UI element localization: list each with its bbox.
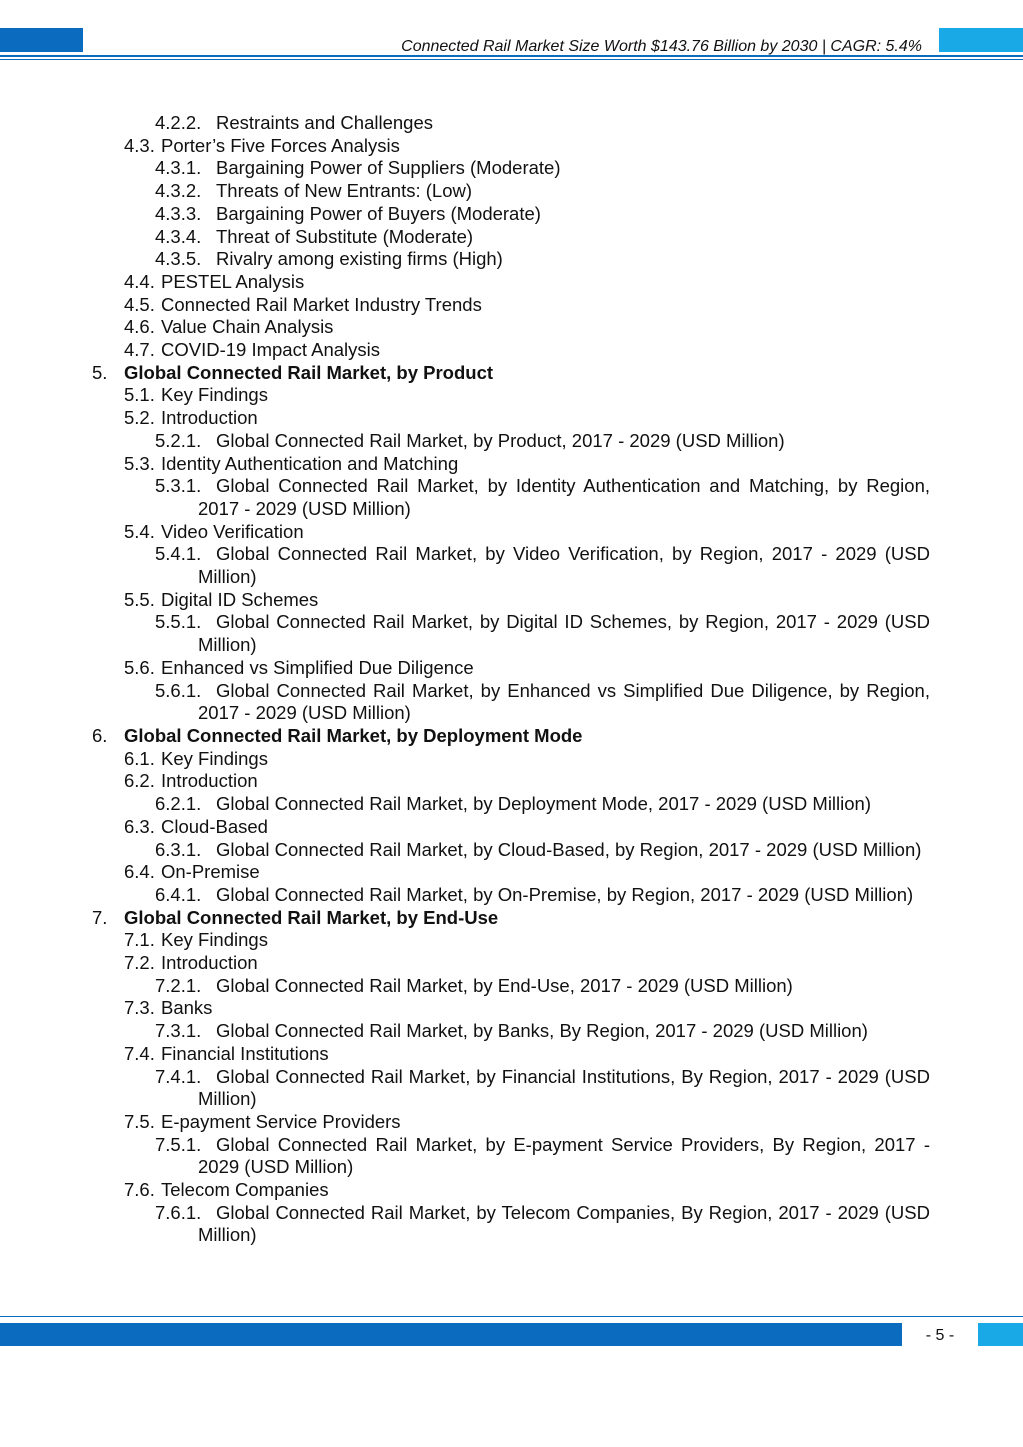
toc-entry-title: Key Findings (161, 384, 268, 406)
toc-entry-title: Global Connected Rail Market, by Product, 2017 - 2029 (USD Million) (216, 429, 785, 451)
toc-entry-number: 4.6. (124, 316, 155, 338)
toc-section (0, 135, 1023, 158)
toc-entry-title: Global Connected Rail Market, by Digital ID Schemes, by Region, 2017 - 2029 (USD Million) (198, 611, 930, 656)
toc-subsection (0, 1020, 1023, 1043)
toc-section (0, 339, 1023, 362)
toc-entry-title: On-Premise (161, 861, 260, 883)
toc-section (0, 861, 1023, 884)
toc-subsection (0, 112, 1023, 135)
toc-section (0, 748, 1023, 771)
toc-entry-number: 5.6. (124, 656, 155, 678)
toc-chapter (0, 362, 1023, 385)
toc-subsection (0, 226, 1023, 249)
footer-accent-block-right (978, 1323, 1023, 1346)
toc-section (0, 521, 1023, 544)
toc-section (0, 816, 1023, 839)
toc-section (0, 1043, 1023, 1066)
table-of-contents (0, 112, 1023, 1247)
toc-entry-title: Digital ID Schemes (161, 588, 319, 610)
toc-entry-title: E-payment Service Providers (161, 1110, 401, 1132)
toc-entry-title: Global Connected Rail Market, by End-Use, 2017 - 2029 (USD Million) (216, 974, 793, 996)
toc-entry-number: 5.5.1. (155, 611, 202, 633)
toc-subsection (0, 839, 1023, 862)
toc-entry-title: Enhanced vs Simplified Due Diligence (161, 656, 474, 678)
toc-section (0, 384, 1023, 407)
toc-entry-title: Telecom Companies (161, 1179, 329, 1201)
toc-chapter (0, 725, 1023, 748)
toc-entry-number: 7.2.1. (155, 974, 202, 996)
toc-entry-number: 7. (92, 906, 108, 928)
toc-entry-title: Global Connected Rail Market, by Enhanced vs Simplified Due Diligence, by Region, 2017 - 2029 (USD Million) (198, 679, 930, 724)
toc-entry-number: 6.2. (124, 770, 155, 792)
toc-entry-title: Rivalry among existing firms (High) (216, 248, 503, 270)
toc-entry-title: Restraints and Challenges (216, 112, 433, 133)
toc-entry-number: 7.2. (124, 952, 155, 974)
toc-entry-number: 5.6.1. (155, 679, 202, 701)
toc-section (0, 294, 1023, 317)
toc-entry-number: 5.4. (124, 520, 155, 542)
toc-entry-title: Financial Institutions (161, 1042, 329, 1064)
toc-subsection (0, 543, 1023, 588)
toc-entry-title: Global Connected Rail Market, by Identity Authentication and Matching, by Region, 2017 - 2029 (USD Million) (198, 475, 930, 519)
toc-section (0, 1111, 1023, 1134)
toc-entry-number: 4.3. (124, 134, 155, 156)
toc-subsection (0, 1202, 1023, 1247)
header-title: Connected Rail Market Size Worth $143.76 Billion by 2030 | CAGR: 5.4% (401, 38, 922, 55)
toc-entry-number: 7.6. (124, 1179, 155, 1201)
toc-subsection (0, 884, 1023, 907)
toc-entry-title: Global Connected Rail Market, by Deployment Mode (124, 724, 583, 746)
toc-subsection (0, 1066, 1023, 1111)
toc-entry-number: 4.3.5. (155, 248, 202, 270)
toc-entry-title: Global Connected Rail Market, by E-payment Service Providers, By Region, 2017 - 2029 (USD Million) (198, 1133, 930, 1178)
toc-entry-title: Cloud-Based (161, 815, 268, 837)
toc-entry-title: Global Connected Rail Market, by Deployment Mode, 2017 - 2029 (USD Million) (216, 793, 871, 815)
toc-entry-number: 7.4. (124, 1042, 155, 1064)
toc-entry-title: Identity Authentication and Matching (161, 452, 459, 474)
toc-entry-title: Porter’s Five Forces Analysis (161, 134, 400, 156)
toc-chapter (0, 907, 1023, 930)
toc-section (0, 316, 1023, 339)
toc-entry-title: Global Connected Rail Market, by Product (124, 361, 494, 383)
toc-entry-title: Banks (161, 997, 213, 1019)
toc-entry-title: Video Verification (161, 520, 304, 542)
toc-section (0, 997, 1023, 1020)
toc-entry-title: Introduction (161, 952, 258, 974)
toc-entry-number: 4.3.2. (155, 180, 202, 202)
toc-entry-number: 4.3.4. (155, 225, 202, 247)
toc-entry-title: Bargaining Power of Buyers (Moderate) (216, 202, 541, 224)
toc-entry-title: Bargaining Power of Suppliers (Moderate) (216, 157, 561, 179)
toc-subsection (0, 1134, 1023, 1179)
toc-entry-title: Global Connected Rail Market, by Video Verification, by Region, 2017 - 2029 (USD Million) (198, 543, 930, 588)
toc-section (0, 589, 1023, 612)
toc-entry-title: Global Connected Rail Market, by Cloud-Based, by Region, 2017 - 2029 (USD Million) (216, 838, 922, 860)
toc-section (0, 1179, 1023, 1202)
toc-entry-title: Global Connected Rail Market, by On-Premise, by Region, 2017 - 2029 (USD Million) (216, 883, 914, 905)
header-divider-thin (0, 59, 1023, 60)
footer-bar (0, 1323, 902, 1346)
toc-section (0, 952, 1023, 975)
toc-entry-number: 6. (92, 724, 108, 746)
toc-entry-number: 5.5. (124, 588, 155, 610)
page-number: - 5 - (925, 1327, 955, 1344)
toc-entry-number: 5.1. (124, 384, 155, 406)
toc-entry-number: 6.4. (124, 861, 155, 883)
toc-section (0, 453, 1023, 476)
toc-subsection (0, 157, 1023, 180)
toc-entry-number: 7.6.1. (155, 1201, 202, 1223)
toc-subsection (0, 248, 1023, 271)
toc-entry-number: 6.1. (124, 747, 155, 769)
toc-entry-number: 7.3.1. (155, 1020, 202, 1042)
toc-entry-title: Key Findings (161, 929, 268, 951)
toc-entry-number: 4.2.2. (155, 112, 202, 133)
toc-entry-title: Value Chain Analysis (161, 316, 334, 338)
toc-subsection (0, 793, 1023, 816)
toc-subsection (0, 180, 1023, 203)
toc-section (0, 657, 1023, 680)
toc-entry-title: Introduction (161, 770, 258, 792)
toc-entry-title: COVID-19 Impact Analysis (161, 339, 380, 361)
header-divider (0, 55, 1023, 57)
toc-entry-title: Introduction (161, 407, 258, 429)
toc-entry-number: 6.4.1. (155, 883, 202, 905)
toc-entry-number: 6.2.1. (155, 793, 202, 815)
toc-entry-title: Global Connected Rail Market, by Telecom Companies, By Region, 2017 - 2029 (USD Million) (198, 1201, 930, 1246)
toc-entry-title: Threat of Substitute (Moderate) (216, 225, 474, 247)
toc-entry-title: Connected Rail Market Industry Trends (161, 293, 482, 315)
toc-section (0, 929, 1023, 952)
toc-entry-number: 5.2. (124, 407, 155, 429)
toc-subsection (0, 203, 1023, 226)
toc-subsection (0, 475, 1023, 520)
toc-entry-number: 4.7. (124, 339, 155, 361)
toc-entry-title: Key Findings (161, 747, 268, 769)
toc-entry-number: 4.5. (124, 293, 155, 315)
toc-subsection (0, 430, 1023, 453)
toc-section (0, 407, 1023, 430)
toc-entry-number: 5.3. (124, 452, 155, 474)
toc-entry-number: 7.5. (124, 1110, 155, 1132)
toc-subsection (0, 975, 1023, 998)
header-accent-block-right (939, 28, 1023, 52)
header-accent-block-left (0, 28, 83, 52)
toc-entry-number: 6.3. (124, 815, 155, 837)
toc-section (0, 271, 1023, 294)
toc-entry-number: 5. (92, 361, 108, 383)
toc-entry-title: Global Connected Rail Market, by Banks, By Region, 2017 - 2029 (USD Million) (216, 1020, 868, 1042)
toc-entry-number: 7.5.1. (155, 1133, 202, 1155)
toc-entry-number: 6.3.1. (155, 838, 202, 860)
toc-entry-number: 5.2.1. (155, 429, 202, 451)
toc-entry-number: 4.3.3. (155, 202, 202, 224)
toc-entry-number: 7.1. (124, 929, 155, 951)
toc-entry-number: 7.4.1. (155, 1065, 202, 1087)
toc-entry-number: 5.4.1. (155, 543, 202, 565)
footer-divider (0, 1316, 1023, 1317)
toc-subsection (0, 611, 1023, 656)
toc-entry-title: Threats of New Entrants: (Low) (216, 180, 473, 202)
toc-entry-title: Global Connected Rail Market, by Financial Institutions, By Region, 2017 - 2029 (USD Million) (198, 1065, 930, 1110)
toc-entry-number: 5.3.1. (155, 475, 202, 497)
toc-entry-title: PESTEL Analysis (161, 270, 305, 292)
toc-entry-number: 4.3.1. (155, 157, 202, 179)
toc-entry-number: 7.3. (124, 997, 155, 1019)
toc-entry-number: 4.4. (124, 270, 155, 292)
toc-subsection (0, 680, 1023, 725)
toc-section (0, 770, 1023, 793)
toc-entry-title: Global Connected Rail Market, by End-Use (124, 906, 499, 928)
